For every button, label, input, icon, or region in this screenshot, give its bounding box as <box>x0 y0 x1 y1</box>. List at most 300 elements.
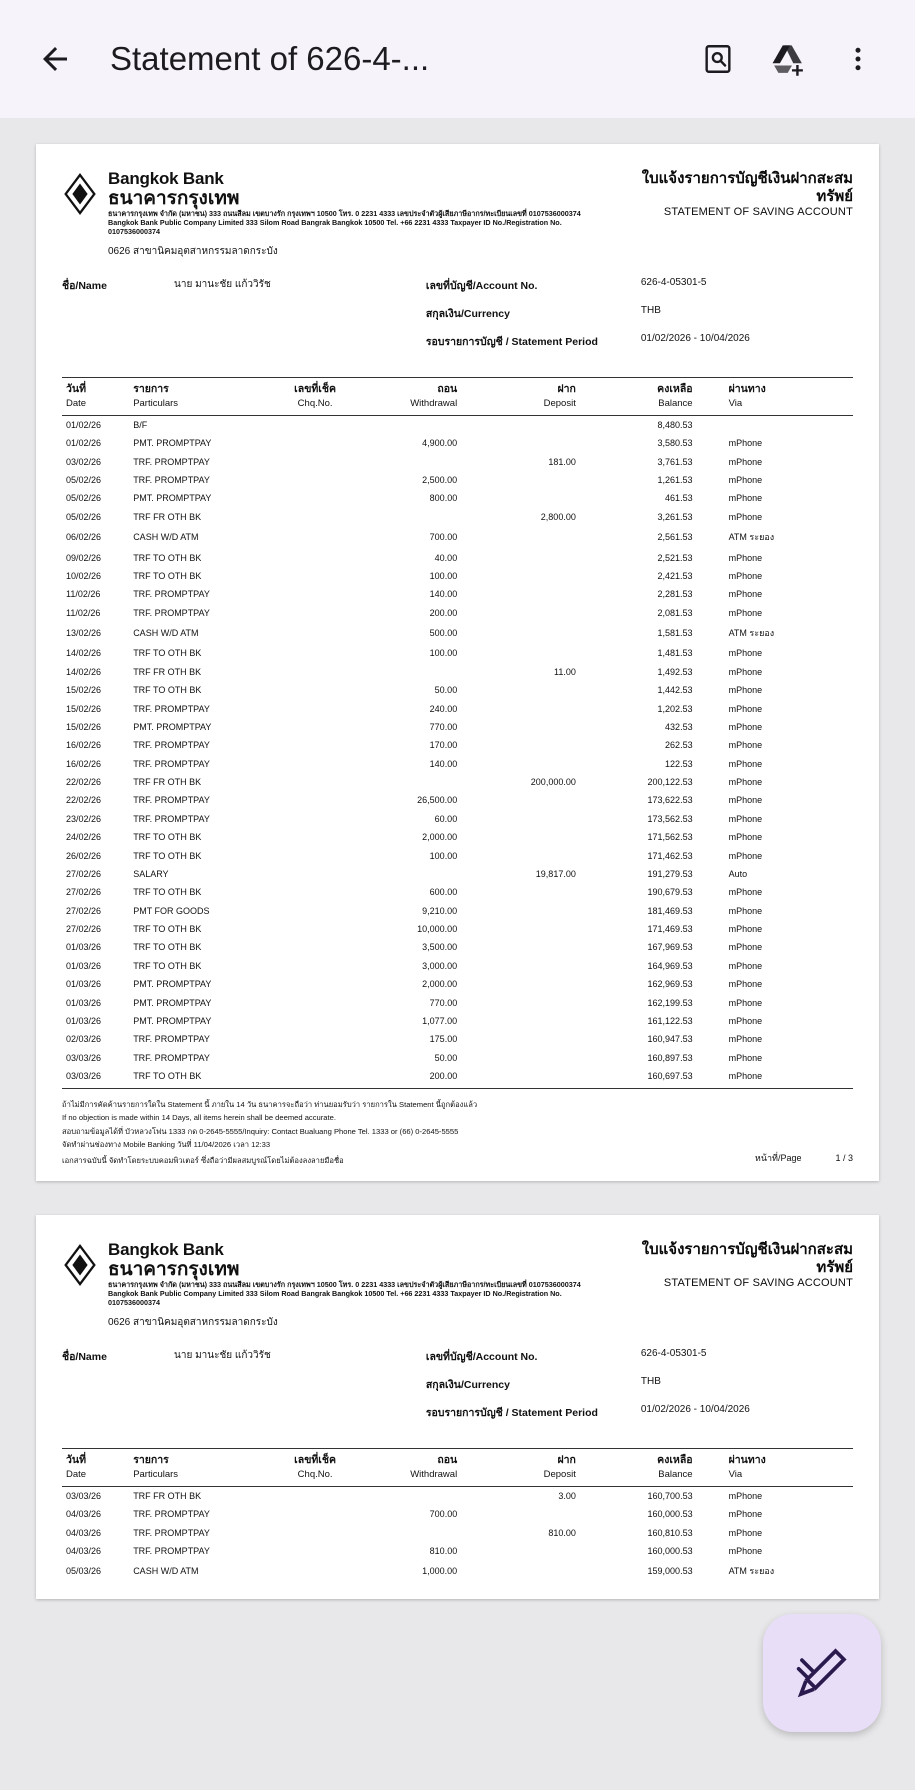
cell-cheque-no <box>268 1486 363 1505</box>
cell-date: 01/03/26 <box>66 942 102 953</box>
cell-cheque-no <box>268 1524 363 1542</box>
cell-particulars: TRF. PROMPTPAY <box>133 1034 210 1045</box>
cell-via: mPhone <box>728 997 763 1008</box>
cell-particulars: PMT. PROMPTPAY <box>133 979 212 990</box>
cell-balance: 1,202.53 <box>657 703 693 714</box>
cell-particulars: TRF FR OTH BK <box>133 666 202 677</box>
table-row <box>62 993 853 1011</box>
cell-withdrawal: 2,000.00 <box>422 832 458 843</box>
cell-balance: 1,442.53 <box>657 685 693 696</box>
cell-via: mPhone <box>728 740 763 751</box>
cell-cheque-no <box>268 622 363 644</box>
cell-particulars: TRF. PROMPTPAY <box>133 475 210 486</box>
cell-balance: 2,081.53 <box>657 607 693 618</box>
cell-cheque-no <box>268 883 363 901</box>
cell-deposit <box>481 1049 600 1067</box>
cell-via: mPhone <box>728 1546 763 1557</box>
cell-particulars: CASH W/D ATM <box>133 1566 199 1577</box>
note-line: สอบถามข้อมูลได้ที่ บัวหลวงโฟน 1333 กด 0-2645-5555/Inquiry: Contact Bualuang Phone Tel. 1333 or (66) 0-2645-5555 <box>62 1126 459 1136</box>
note-line: If no objection is made within 14 Days, all items herein shall be deemed accurate. <box>62 1113 336 1123</box>
cell-date: 06/02/26 <box>66 532 102 543</box>
cell-via: mPhone <box>728 1052 763 1063</box>
cell-via: mPhone <box>728 703 763 714</box>
table-row <box>62 567 853 585</box>
bangkok-bank-logo-icon <box>62 173 98 215</box>
cell-withdrawal: 200.00 <box>429 607 458 618</box>
add-to-drive-button[interactable] <box>757 28 819 90</box>
cell-date: 27/02/26 <box>66 924 102 935</box>
bank-name-th: ธนาคารกรุงเทพ <box>108 1258 240 1280</box>
cell-date: 05/02/26 <box>66 475 102 486</box>
cell-date: 03/02/26 <box>66 456 102 467</box>
cell-cheque-no <box>268 736 363 754</box>
cell-cheque-no <box>268 1542 363 1560</box>
more-vert-icon <box>843 44 873 74</box>
table-row <box>62 681 853 699</box>
cell-particulars: TRF. PROMPTPAY <box>133 1527 210 1538</box>
column-via: ผ่านทาง Via <box>711 377 853 415</box>
cell-balance: 160,700.53 <box>647 1490 693 1501</box>
column-date: วันที่ Date <box>62 1448 133 1486</box>
cell-deposit <box>481 1505 600 1523</box>
table-row <box>62 957 853 975</box>
cell-withdrawal: 100.00 <box>429 850 458 861</box>
cell-cheque-no <box>268 471 363 489</box>
table-row <box>62 975 853 993</box>
cell-via: mPhone <box>728 777 763 788</box>
cell-date: 15/02/26 <box>66 703 102 714</box>
cell-withdrawal: 240.00 <box>429 703 458 714</box>
table-row <box>62 622 853 644</box>
field-currency <box>426 1376 853 1393</box>
cell-withdrawal: 140.00 <box>429 758 458 769</box>
bank-branding <box>62 1241 608 1307</box>
cell-balance: 160,810.53 <box>647 1527 693 1538</box>
cell-cheque-no <box>268 644 363 662</box>
cell-balance: 1,261.53 <box>657 475 693 486</box>
note-line: ถ้าไม่มีการคัดค้านรายการใดใน Statement นี้ ภายใน 14 วัน ธนาคารจะถือว่า ท่านยอมรับว่า รายการใน Statement นี้ถูกต้องแล้ว <box>62 1100 478 1110</box>
cell-date: 05/02/26 <box>66 493 102 504</box>
cell-date: 09/02/26 <box>66 552 102 563</box>
field-value: THB <box>640 304 661 316</box>
cell-balance: 191,279.53 <box>647 868 693 879</box>
cell-via: mPhone <box>728 685 763 696</box>
cell-withdrawal <box>363 508 482 526</box>
cell-cheque-no <box>268 585 363 603</box>
cell-withdrawal: 4,900.00 <box>422 438 458 449</box>
cell-date: 11/02/26 <box>66 589 101 600</box>
preview-button[interactable] <box>687 28 749 90</box>
cell-deposit <box>481 993 600 1011</box>
table-row <box>62 434 853 452</box>
cell-deposit <box>481 957 600 975</box>
cell-cheque-no <box>268 681 363 699</box>
table-row <box>62 883 853 901</box>
cell-deposit <box>481 644 600 662</box>
annotate-fab[interactable] <box>763 1614 881 1732</box>
cell-cheque-no <box>268 453 363 471</box>
cell-cheque-no <box>268 920 363 938</box>
page-title: Statement of 626-4-... <box>110 40 430 77</box>
cell-particulars: TRF FR OTH BK <box>133 1490 202 1501</box>
table-row <box>62 920 853 938</box>
field-account-no <box>426 1348 853 1365</box>
cell-date: 22/02/26 <box>66 795 102 806</box>
statement-title-en: STATEMENT OF SAVING ACCOUNT <box>663 206 853 218</box>
cell-withdrawal: 9,210.00 <box>422 905 458 916</box>
cell-date: 01/02/26 <box>66 438 102 449</box>
field-account-no <box>426 277 853 294</box>
transactions-table-page-2 <box>62 1448 853 1586</box>
bank-address-en: Bangkok Bank Public Company Limited 333 Silom Road Bangrak Bangkok 10500 Tel. +66 2231 4333 Taxpayer ID No./Registration No. 0107536000374 <box>108 217 562 236</box>
column-cheque-no: เลขที่เช็ค Chq.No. <box>268 1448 363 1486</box>
cell-particulars: SALARY <box>133 868 169 879</box>
cell-deposit <box>481 548 600 566</box>
cell-particulars: PMT FOR GOODS <box>133 905 210 916</box>
name-label: ชื่อ/Name <box>62 279 107 292</box>
cell-deposit <box>481 604 600 622</box>
cell-balance: 173,562.53 <box>647 813 693 824</box>
cell-particulars: TRF TO OTH BK <box>133 832 202 843</box>
arrow-back-icon <box>37 41 73 77</box>
cell-particulars: TRF. PROMPTPAY <box>133 589 210 600</box>
bank-name-th: ธนาคารกรุงเทพ <box>108 187 240 209</box>
cell-balance: 160,697.53 <box>647 1071 693 1082</box>
cell-particulars: PMT. PROMPTPAY <box>133 721 212 732</box>
name-value: นาย มานะชัย แก้ววิรัช <box>174 1349 271 1361</box>
cell-date: 23/02/26 <box>66 813 102 824</box>
cell-date: 27/02/26 <box>66 905 102 916</box>
cell-cheque-no <box>268 663 363 681</box>
cell-particulars: TRF. PROMPTPAY <box>133 1546 210 1557</box>
statement-title-en: STATEMENT OF SAVING ACCOUNT <box>663 1276 853 1289</box>
table-row <box>62 736 853 754</box>
cell-via: mPhone <box>728 1527 763 1538</box>
cell-deposit <box>481 718 600 736</box>
cell-date: 05/03/26 <box>66 1566 102 1577</box>
annotate-pen-icon <box>794 1645 850 1701</box>
cell-via: ATM ระยอง <box>728 628 775 639</box>
cell-date: 01/03/26 <box>66 979 102 990</box>
cell-particulars: CASH W/D ATM <box>133 532 199 543</box>
column-deposit: ฝาก Deposit <box>481 1448 600 1486</box>
cell-deposit <box>481 471 600 489</box>
cell-withdrawal: 810.00 <box>429 1546 458 1557</box>
cell-particulars: TRF FR OTH BK <box>133 511 202 522</box>
cell-cheque-no <box>268 938 363 956</box>
cell-via: mPhone <box>728 850 763 861</box>
cell-via: mPhone <box>728 813 763 824</box>
field-statement-period <box>426 333 853 350</box>
cell-particulars: TRF TO OTH BK <box>133 942 202 953</box>
cell-via: mPhone <box>728 979 763 990</box>
cell-cheque-no <box>268 415 363 434</box>
cell-via: mPhone <box>728 552 763 563</box>
cell-deposit <box>481 1067 600 1088</box>
cell-date: 03/03/26 <box>66 1071 102 1082</box>
cell-via: mPhone <box>728 721 763 732</box>
cell-cheque-no <box>268 957 363 975</box>
table-row <box>62 1012 853 1030</box>
cell-withdrawal: 770.00 <box>429 721 458 732</box>
column-cheque-no: เลขที่เช็ค Chq.No. <box>268 377 363 415</box>
cell-withdrawal: 175.00 <box>429 1034 458 1045</box>
cell-withdrawal: 60.00 <box>434 813 458 824</box>
bank-address-en: Bangkok Bank Public Company Limited 333 Silom Road Bangrak Bangkok 10500 Tel. +66 2231 4333 Taxpayer ID No./Registration No. 0107536000374 <box>108 1288 562 1307</box>
table-row <box>62 548 853 566</box>
cell-particulars: TRF TO OTH BK <box>133 685 202 696</box>
cell-via: mPhone <box>728 570 763 581</box>
cell-deposit: 2,800.00 <box>540 511 576 522</box>
table-row <box>62 415 853 434</box>
cell-balance: 262.53 <box>665 740 693 751</box>
cell-deposit: 3.00 <box>558 1490 576 1501</box>
cell-date: 27/02/26 <box>66 868 102 879</box>
cell-balance: 3,580.53 <box>657 438 693 449</box>
cell-date: 27/02/26 <box>66 887 102 898</box>
column-balance: คงเหลือ Balance <box>600 1448 711 1486</box>
column-withdrawal: ถอน Withdrawal <box>363 377 482 415</box>
add-to-drive-icon <box>769 42 807 76</box>
statement-title-block <box>608 170 853 218</box>
cell-cheque-no <box>268 699 363 717</box>
cell-balance: 160,897.53 <box>647 1052 693 1063</box>
table-row <box>62 902 853 920</box>
cell-withdrawal: 800.00 <box>429 493 458 504</box>
cell-date: 03/03/26 <box>66 1052 102 1063</box>
statement-page-2 <box>36 1215 879 1599</box>
cell-particulars: TRF. PROMPTPAY <box>133 456 210 467</box>
cell-withdrawal: 140.00 <box>429 589 458 600</box>
cell-deposit: 19,817.00 <box>535 868 576 879</box>
cell-balance: 159,000.53 <box>647 1566 693 1577</box>
more-options-button[interactable] <box>827 28 889 90</box>
cell-deposit <box>481 828 600 846</box>
cell-particulars: TRF. PROMPTPAY <box>133 703 210 714</box>
table-row <box>62 1524 853 1542</box>
cell-deposit <box>481 526 600 548</box>
cell-via: mPhone <box>728 758 763 769</box>
cell-deposit <box>481 938 600 956</box>
cell-withdrawal: 10,000.00 <box>417 924 458 935</box>
field-value: 01/02/2026 - 10/04/2026 <box>640 1403 750 1415</box>
cell-via: mPhone <box>728 887 763 898</box>
cell-balance: 1,492.53 <box>657 666 693 677</box>
field-label: สกุลเงิน/Currency <box>425 1378 510 1391</box>
cell-date: 02/03/26 <box>66 1034 102 1045</box>
cell-deposit: 11.00 <box>553 666 576 677</box>
cell-via: mPhone <box>728 1490 763 1501</box>
column-withdrawal: ถอน Withdrawal <box>363 1448 482 1486</box>
cell-withdrawal: 3,000.00 <box>422 960 458 971</box>
cell-via: mPhone <box>728 648 763 659</box>
cell-deposit <box>481 699 600 717</box>
cell-withdrawal <box>363 1486 482 1505</box>
page-number: หน้าที่/Page 1 / 3 <box>754 1153 853 1164</box>
cell-cheque-no <box>268 865 363 883</box>
cell-via: mPhone <box>728 795 763 806</box>
cell-deposit <box>481 567 600 585</box>
cell-date: 03/03/26 <box>66 1490 102 1501</box>
cell-deposit <box>481 810 600 828</box>
cell-particulars: TRF. PROMPTPAY <box>133 758 210 769</box>
cell-balance: 162,199.53 <box>647 997 693 1008</box>
cell-withdrawal <box>363 773 482 791</box>
cell-particulars: TRF TO OTH BK <box>133 648 202 659</box>
field-currency <box>426 305 853 322</box>
cell-deposit <box>481 1560 600 1585</box>
cell-cheque-no <box>268 902 363 920</box>
cell-balance: 432.53 <box>665 721 693 732</box>
cell-balance: 171,562.53 <box>647 832 693 843</box>
cell-particulars: PMT. PROMPTPAY <box>133 1015 212 1026</box>
cell-deposit <box>481 846 600 864</box>
cell-withdrawal: 3,500.00 <box>422 942 458 953</box>
cell-deposit <box>481 1012 600 1030</box>
cell-via: ATM ระยอง <box>728 532 775 543</box>
cell-withdrawal: 40.00 <box>434 552 458 563</box>
cell-cheque-no <box>268 975 363 993</box>
column-deposit: ฝาก Deposit <box>481 377 600 415</box>
table-row <box>62 791 853 809</box>
cell-balance: 173,622.53 <box>647 795 693 806</box>
table-row <box>62 1030 853 1048</box>
cell-deposit <box>481 791 600 809</box>
statement-header <box>62 170 853 236</box>
bank-name-en: Bangkok Bank <box>108 1239 224 1259</box>
cell-date: 16/02/26 <box>66 758 102 769</box>
cell-date: 15/02/26 <box>66 685 102 696</box>
field-label: รอบรายการบัญชี / Statement Period <box>425 335 598 348</box>
statement-page-1 <box>36 144 879 1181</box>
cell-cheque-no <box>268 846 363 864</box>
cell-deposit: 200,000.00 <box>530 777 576 788</box>
cell-balance: 162,969.53 <box>647 979 693 990</box>
cell-withdrawal <box>363 453 482 471</box>
cell-balance: 164,969.53 <box>647 960 693 971</box>
cell-deposit: 181.00 <box>548 456 576 467</box>
cell-particulars: TRF TO OTH BK <box>133 552 202 563</box>
table-row <box>62 755 853 773</box>
cell-deposit <box>481 975 600 993</box>
transactions-table-page-1 <box>62 377 853 1088</box>
cell-date: 22/02/26 <box>66 777 102 788</box>
back-button[interactable] <box>26 30 84 88</box>
table-row <box>62 1505 853 1523</box>
cell-cheque-no <box>268 1049 363 1067</box>
cell-via: mPhone <box>728 960 763 971</box>
field-label: รอบรายการบัญชี / Statement Period <box>425 1406 598 1419</box>
cell-cheque-no <box>268 526 363 548</box>
branch-name: 0626 สาขานิคมอุตสาหกรรมลาดกระบัง <box>108 245 278 257</box>
cell-particulars: TRF TO OTH BK <box>133 887 202 898</box>
cell-deposit <box>481 736 600 754</box>
cell-balance: 171,462.53 <box>647 850 693 861</box>
cell-particulars: TRF TO OTH BK <box>133 960 202 971</box>
name-value: นาย มานะชัย แก้ววิรัช <box>174 278 271 290</box>
field-value: 626-4-05301-5 <box>640 1347 707 1359</box>
cell-date: 01/02/26 <box>66 419 102 430</box>
cell-particulars: TRF. PROMPTPAY <box>133 1052 210 1063</box>
cell-particulars: TRF TO OTH BK <box>133 924 202 935</box>
cell-withdrawal: 1,077.00 <box>422 1015 458 1026</box>
cell-date: 11/02/26 <box>66 607 101 618</box>
cell-withdrawal <box>363 415 482 434</box>
cell-deposit <box>481 755 600 773</box>
cell-balance: 160,947.53 <box>647 1034 693 1045</box>
cell-withdrawal: 2,000.00 <box>422 979 458 990</box>
cell-deposit <box>481 415 600 434</box>
field-value: THB <box>640 1375 661 1387</box>
cell-particulars: B/F <box>133 419 148 430</box>
bank-name-en: Bangkok Bank <box>108 169 224 188</box>
cell-date: 14/02/26 <box>66 666 102 677</box>
table-row <box>62 846 853 864</box>
account-info <box>62 1348 853 1432</box>
cell-balance: 200,122.53 <box>647 777 693 788</box>
table-row <box>62 773 853 791</box>
cell-date: 10/02/26 <box>66 570 102 581</box>
cell-date: 26/02/26 <box>66 850 102 861</box>
cell-cheque-no <box>268 1067 363 1088</box>
bangkok-bank-logo-icon <box>62 1244 98 1286</box>
cell-balance: 181,469.53 <box>647 905 693 916</box>
cell-withdrawal: 770.00 <box>429 997 458 1008</box>
cell-deposit <box>481 902 600 920</box>
statement-title-th: ใบแจ้งรายการบัญชีเงินฝากสะสมทรัพย์ <box>641 1240 853 1276</box>
cell-balance: 161,122.53 <box>647 1015 693 1026</box>
cell-via: mPhone <box>728 456 763 467</box>
cell-particulars: TRF. PROMPTPAY <box>133 740 210 751</box>
column-via: ผ่านทาง Via <box>711 1448 853 1486</box>
cell-date: 01/03/26 <box>66 997 102 1008</box>
bank-address-th: ธนาคารกรุงเทพ จำกัด (มหาชน) 333 ถนนสีลม เขตบางรัก กรุงเทพฯ 10500 โทร. 0 2231 4333 เลขประจำตัวผู้เสียภาษีอากร/ทะเบียนเลขที่ 0107536000374 <box>108 1279 581 1289</box>
cell-balance: 160,000.53 <box>647 1546 693 1557</box>
table-header <box>62 377 853 415</box>
table-bottom-rule <box>62 1088 853 1089</box>
table-header <box>62 1448 853 1486</box>
cell-via: mPhone <box>728 832 763 843</box>
cell-particulars: PMT. PROMPTPAY <box>133 997 212 1008</box>
table-body <box>62 415 853 1088</box>
field-value: 626-4-05301-5 <box>640 276 707 288</box>
cell-balance: 1,581.53 <box>657 628 693 639</box>
statement-title-block <box>608 1241 853 1289</box>
table-row <box>62 1560 853 1585</box>
column-balance: คงเหลือ Balance <box>600 377 711 415</box>
cell-cheque-no <box>268 508 363 526</box>
cell-balance: 3,261.53 <box>657 511 693 522</box>
cell-cheque-no <box>268 1012 363 1030</box>
cell-deposit <box>481 883 600 901</box>
document-viewer[interactable] <box>0 118 915 1599</box>
cell-balance: 2,561.53 <box>657 532 693 543</box>
cell-via: mPhone <box>728 475 763 486</box>
cell-withdrawal: 700.00 <box>429 1509 458 1520</box>
cell-balance: 461.53 <box>665 493 693 504</box>
cell-cheque-no <box>268 755 363 773</box>
cell-cheque-no <box>268 828 363 846</box>
cell-withdrawal: 2,500.00 <box>422 475 458 486</box>
cell-deposit <box>481 1542 600 1560</box>
app-bar <box>0 0 915 118</box>
statement-header <box>62 1241 853 1307</box>
cell-deposit <box>481 585 600 603</box>
cell-cheque-no <box>268 567 363 585</box>
statement-title-th: ใบแจ้งรายการบัญชีเงินฝากสะสมทรัพย์ <box>641 170 853 205</box>
cell-balance: 2,521.53 <box>657 552 693 563</box>
cell-date: 16/02/26 <box>66 740 102 751</box>
